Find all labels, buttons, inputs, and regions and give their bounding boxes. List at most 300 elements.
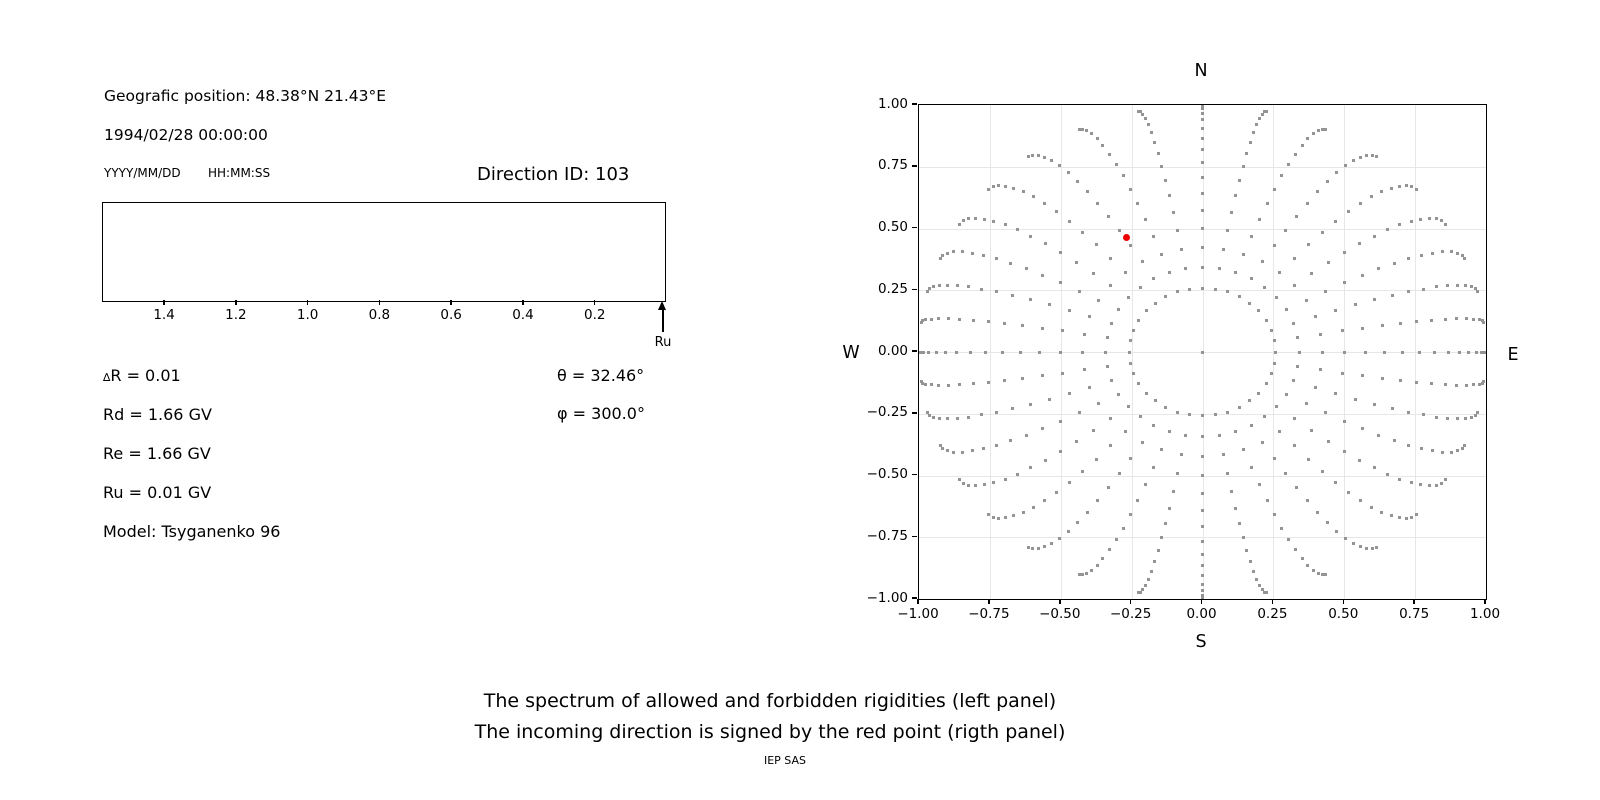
direction-grid-dot — [1407, 411, 1410, 414]
direction-grid-dot — [967, 217, 970, 220]
direction-grid-dot — [1428, 217, 1431, 220]
direction-grid-dot — [1317, 572, 1320, 575]
direction-grid-dot — [1410, 185, 1413, 188]
direction-grid-dot — [1132, 329, 1135, 332]
direction-grid-dot — [980, 413, 983, 416]
direction-grid-dot — [1041, 274, 1044, 277]
direction-grid-dot — [1326, 180, 1329, 183]
direction-grid-dot — [1137, 382, 1140, 385]
direction-grid-dot — [1398, 223, 1401, 226]
y-tick-mark — [912, 165, 917, 167]
direction-grid-dot — [1180, 453, 1183, 456]
direction-grid-dot — [1059, 420, 1062, 423]
direction-grid-dot — [932, 416, 935, 419]
direction-grid-dot — [1059, 281, 1062, 284]
direction-grid-dot — [1238, 406, 1241, 409]
direction-grid-dot — [1273, 244, 1276, 247]
direction-grid-dot — [1410, 481, 1413, 484]
direction-grid-dot — [1021, 377, 1024, 380]
direction-grid-dot — [1176, 290, 1179, 293]
direction-grid-dot — [1141, 441, 1144, 444]
direction-grid-dot — [992, 516, 995, 519]
direction-grid-dot — [1201, 583, 1204, 586]
direction-grid-dot — [928, 414, 931, 417]
direction-grid-dot — [1086, 511, 1089, 514]
direction-grid-dot — [971, 252, 974, 255]
direction-grid-dot — [1075, 440, 1078, 443]
direction-grid-dot — [1201, 435, 1204, 438]
direction-grid-dot — [1058, 164, 1061, 167]
direction-grid-dot — [1201, 137, 1204, 140]
direction-grid-dot — [1371, 154, 1374, 157]
direction-grid-dot — [1464, 417, 1467, 420]
direction-grid-dot — [1075, 261, 1078, 264]
direction-grid-dot — [1104, 351, 1107, 354]
direction-grid-dot — [1456, 417, 1459, 420]
direction-grid-dot — [1472, 318, 1475, 321]
direction-grid-dot — [1150, 131, 1153, 134]
direction-grid-dot — [1435, 484, 1438, 487]
y-tick-mark — [912, 289, 917, 291]
direction-grid-dot — [1284, 472, 1287, 475]
direction-grid-dot — [1265, 319, 1268, 322]
direction-grid-dot — [1370, 506, 1373, 509]
direction-grid-dot — [1265, 110, 1268, 113]
y-tick-label: 1.00 — [877, 95, 908, 112]
direction-grid-dot — [1003, 379, 1006, 382]
direction-grid-dot — [1390, 514, 1393, 517]
y-tick-mark — [912, 412, 917, 414]
direction-grid-dot — [939, 257, 942, 260]
direction-grid-dot — [1092, 272, 1095, 275]
direction-grid-dot — [1250, 466, 1253, 469]
direction-grid-dot — [1399, 322, 1402, 325]
direction-grid-dot — [1321, 231, 1324, 234]
direction-grid-dot — [1147, 123, 1150, 126]
direction-grid-dot — [1003, 322, 1006, 325]
direction-grid-dot — [1068, 481, 1071, 484]
direction-grid-dot — [974, 217, 977, 220]
direction-grid-dot — [1287, 163, 1290, 166]
direction-grid-dot — [1144, 218, 1147, 221]
y-tick-label: 0.75 — [877, 157, 908, 174]
y-tick-label: 0.25 — [877, 280, 908, 297]
direction-grid-dot — [1201, 455, 1204, 458]
direction-grid-dot — [1043, 499, 1046, 502]
direction-grid-dot — [1168, 271, 1171, 274]
direction-grid-dot — [1280, 174, 1283, 177]
direction-grid-dot — [1307, 458, 1310, 461]
direction-grid-dot — [1430, 382, 1433, 385]
direction-grid-dot — [1230, 490, 1233, 493]
direction-grid-dot — [1201, 209, 1204, 212]
direction-grid-dot — [1067, 171, 1070, 174]
x-tick-mark — [307, 300, 309, 305]
x-tick-mark — [235, 300, 237, 305]
direction-grid-dot — [1129, 339, 1132, 342]
direction-grid-dot — [1226, 411, 1229, 414]
direction-grid-dot — [1081, 573, 1084, 576]
y-tick-label: 0.50 — [877, 219, 908, 235]
direction-grid-dot — [1295, 486, 1298, 489]
direction-grid-dot — [1461, 447, 1464, 450]
direction-grid-dot — [947, 317, 950, 320]
direction-grid-dot — [1029, 235, 1032, 238]
direction-grid-dot — [1129, 362, 1132, 365]
phi-value: φ = 300.0° — [557, 404, 645, 423]
direction-grid-dot — [956, 417, 959, 420]
direction-grid-dot — [1088, 386, 1091, 389]
direction-grid-dot — [1321, 470, 1324, 473]
direction-grid-dot — [1201, 474, 1204, 477]
direction-grid-dot — [955, 351, 958, 354]
direction-grid-dot — [1444, 318, 1447, 321]
direction-grid-dot — [952, 451, 955, 454]
direction-grid-dot — [939, 444, 942, 447]
direction-grid-dot — [1485, 351, 1488, 354]
direction-grid-dot — [1150, 570, 1153, 573]
direction-grid-dot — [1441, 250, 1444, 253]
direction-grid-dot — [1470, 416, 1473, 419]
direction-grid-dot — [1474, 414, 1477, 417]
direction-grid-dot — [1145, 392, 1148, 395]
ru-value: Ru = 0.01 GV — [103, 483, 212, 502]
direction-grid-dot — [1324, 573, 1327, 576]
direction-grid-dot — [1222, 248, 1225, 251]
direction-grid-dot — [1258, 218, 1261, 221]
direction-grid-dot — [1265, 591, 1268, 594]
direction-grid-dot — [987, 320, 990, 323]
direction-grid-dot — [1292, 379, 1295, 382]
direction-grid-dot — [971, 449, 974, 452]
direction-grid-dot — [1117, 308, 1120, 311]
direction-grid-dot — [1301, 557, 1304, 560]
direction-grid-dot — [1022, 190, 1025, 193]
direction-grid-dot — [1201, 118, 1204, 121]
direction-grid-dot — [1375, 155, 1378, 158]
direction-grid-dot — [1021, 324, 1024, 327]
direction-grid-dot — [1294, 153, 1297, 156]
direction-grid-dot — [1293, 444, 1296, 447]
direction-grid-dot — [1050, 542, 1053, 545]
direction-grid-dot — [1238, 522, 1241, 525]
direction-grid-dot — [1009, 439, 1012, 442]
y-tick-mark — [912, 227, 917, 229]
direction-grid-dot — [1296, 336, 1299, 339]
x-tick-label: −0.50 — [1039, 606, 1081, 622]
direction-grid-dot — [1398, 478, 1401, 481]
direction-grid-dot — [1410, 220, 1413, 223]
direction-grid-dot — [1096, 564, 1099, 567]
direction-grid-dot — [1440, 219, 1443, 222]
x-tick-label: 0.50 — [1328, 606, 1359, 622]
direction-grid-dot — [1129, 513, 1132, 516]
direction-grid-dot — [1381, 324, 1384, 327]
direction-grid-dot — [1032, 195, 1035, 198]
direction-grid-dot — [1136, 499, 1139, 502]
direction-grid-dot — [1266, 202, 1269, 205]
direction-grid-dot — [982, 447, 985, 450]
direction-grid-dot — [1352, 542, 1355, 545]
y-tick-mark — [912, 103, 917, 105]
direction-grid-dot — [947, 384, 950, 387]
direction-grid-dot — [1122, 527, 1125, 530]
direction-grid-dot — [1317, 129, 1320, 132]
direction-grid-dot — [1435, 285, 1438, 288]
direction-grid-dot — [1261, 260, 1264, 263]
direction-grid-dot — [1433, 351, 1436, 354]
x-tick-label: 1.00 — [1469, 606, 1501, 622]
direction-grid-dot — [1482, 321, 1485, 324]
direction-grid-dot — [1250, 424, 1253, 427]
direction-grid-dot — [1334, 392, 1337, 395]
y-tick-mark — [912, 350, 917, 352]
direction-grid-dot — [1128, 351, 1131, 354]
direction-grid-dot — [967, 416, 970, 419]
direction-grid-dot — [1201, 192, 1204, 195]
direction-grid-dot — [1043, 545, 1046, 548]
direction-grid-dot — [1292, 322, 1295, 325]
direction-grid-dot — [1463, 257, 1466, 260]
direction-grid-dot — [1164, 406, 1167, 409]
direction-grid-dot — [1188, 288, 1191, 291]
direction-grid-dot — [974, 484, 977, 487]
direction-grid-dot — [1314, 315, 1317, 318]
direction-grid-dot — [1380, 511, 1383, 514]
direction-grid-dot — [1037, 154, 1040, 157]
direction-grid-dot — [1407, 257, 1410, 260]
direction-grid-dot — [1031, 547, 1034, 550]
direction-grid-dot — [1097, 299, 1100, 302]
direction-grid-dot — [944, 351, 947, 354]
direction-grid-dot — [958, 223, 961, 226]
direction-grid-dot — [1446, 284, 1449, 287]
direction-grid-dot — [956, 284, 959, 287]
direction-grid-dot — [1109, 257, 1112, 260]
direction-grid-dot — [1027, 155, 1030, 158]
direction-grid-dot — [992, 220, 995, 223]
direction-grid-dot — [1009, 262, 1012, 265]
direction-grid-dot — [1041, 374, 1044, 377]
x-tick-mark — [1413, 599, 1415, 604]
direction-grid-dot — [995, 290, 998, 293]
direction-grid-dot — [1258, 117, 1261, 120]
direction-grid-dot — [1068, 309, 1071, 312]
direction-grid-dot — [980, 288, 983, 291]
direction-grid-dot — [1278, 430, 1281, 433]
direction-grid-dot — [946, 417, 949, 420]
direction-grid-dot — [1012, 514, 1015, 517]
direction-grid-dot — [1373, 235, 1376, 238]
direction-grid-dot — [1401, 351, 1404, 354]
direction-grid-dot — [1265, 382, 1268, 385]
direction-grid-dot — [937, 317, 940, 320]
direction-grid-dot — [1295, 215, 1298, 218]
direction-grid-dot — [1048, 303, 1051, 306]
direction-grid-dot — [1188, 413, 1191, 416]
direction-grid-dot — [1298, 351, 1301, 354]
delta-symbol: ∆ — [103, 371, 111, 384]
direction-grid-dot — [1137, 319, 1140, 322]
direction-grid-dot — [1201, 351, 1204, 354]
direction-grid-dot — [1383, 351, 1386, 354]
direction-grid-dot — [1201, 540, 1204, 543]
direction-grid-dot — [1285, 393, 1288, 396]
direction-grid-dot — [1455, 317, 1458, 320]
direction-grid-dot — [983, 483, 986, 486]
direction-grid-dot — [1132, 372, 1135, 375]
direction-grid-dot — [1419, 483, 1422, 486]
direction-grid-dot — [1284, 229, 1287, 232]
direction-grid-dot — [1380, 190, 1383, 193]
direction-grid-dot — [1280, 527, 1283, 530]
direction-grid-dot — [1266, 499, 1269, 502]
direction-grid-dot — [1252, 570, 1255, 573]
direction-grid-dot — [1327, 440, 1330, 443]
direction-grid-dot — [1152, 235, 1155, 238]
direction-grid-dot — [1444, 478, 1447, 481]
direction-grid-dot — [1090, 132, 1093, 135]
x-tick-mark — [988, 599, 990, 604]
direction-grid-dot — [1081, 470, 1084, 473]
direction-grid-dot — [1343, 351, 1346, 354]
direction-grid-dot — [984, 351, 987, 354]
direction-grid-dot — [1110, 322, 1113, 325]
x-tick-label: 0.6 — [440, 307, 462, 323]
direction-grid-dot — [1141, 260, 1144, 263]
direction-grid-dot — [1106, 365, 1109, 368]
direction-grid-dot — [1147, 578, 1150, 581]
direction-grid-dot — [958, 383, 961, 386]
direction-grid-dot — [1160, 448, 1163, 451]
y-tick-label: −1.00 — [866, 589, 908, 606]
datetime-text: 1994/02/28 00:00:00 — [104, 126, 268, 144]
direction-grid-dot — [1144, 483, 1147, 486]
direction-grid-dot — [1470, 285, 1473, 288]
direction-grid-dot — [1184, 434, 1187, 437]
direction-grid-dot — [1270, 372, 1273, 375]
y-tick-mark — [912, 474, 917, 476]
direction-grid-dot — [1068, 220, 1071, 223]
direction-grid-dot — [1154, 302, 1157, 305]
direction-grid-dot — [1274, 351, 1277, 354]
direction-grid-dot — [930, 318, 933, 321]
direction-grid-dot — [1109, 417, 1112, 420]
direction-grid-dot — [1164, 295, 1167, 298]
direction-grid-dot — [1273, 457, 1276, 460]
direction-grid-dot — [1022, 511, 1025, 514]
direction-grid-dot — [1294, 548, 1297, 551]
direction-grid-dot — [1255, 123, 1258, 126]
direction-grid-dot — [1139, 286, 1142, 289]
direction-grid-dot — [1164, 522, 1167, 525]
x-tick-mark — [1272, 599, 1274, 604]
direction-grid-dot — [1242, 448, 1245, 451]
y-tick-label: −0.50 — [866, 466, 908, 482]
direction-grid-dot — [1344, 537, 1347, 540]
direction-grid-dot — [1201, 107, 1204, 110]
direction-grid-dot — [1145, 309, 1148, 312]
direction-grid-dot — [1201, 492, 1204, 495]
direction-grid-dot — [1025, 267, 1028, 270]
direction-grid-dot — [1201, 127, 1204, 130]
direction-grid-dot — [1201, 176, 1204, 179]
direction-grid-dot — [987, 381, 990, 384]
x-tick-mark — [1201, 599, 1203, 604]
direction-grid-dot — [1361, 374, 1364, 377]
direction-grid-dot — [958, 478, 961, 481]
direction-grid-dot — [1230, 211, 1233, 214]
gridline-horizontal — [919, 290, 1486, 291]
direction-grid-dot — [987, 188, 990, 191]
direction-grid-dot — [1386, 228, 1389, 231]
direction-grid-dot — [1176, 229, 1179, 232]
direction-grid-dot — [946, 284, 949, 287]
direction-grid-dot — [924, 383, 927, 386]
direction-grid-dot — [1248, 399, 1251, 402]
direction-grid-dot — [1472, 383, 1475, 386]
direction-grid-dot — [1226, 472, 1229, 475]
direction-grid-dot — [1352, 159, 1355, 162]
direction-grid-dot — [1358, 459, 1361, 462]
direction-grid-dot — [1257, 392, 1260, 395]
direction-grid-dot — [1275, 405, 1278, 408]
direction-grid-dot — [922, 351, 925, 354]
direction-grid-dot — [1122, 174, 1125, 177]
direction-grid-dot — [1270, 329, 1273, 332]
direction-grid-dot — [1137, 110, 1140, 113]
direction-grid-dot — [1226, 229, 1229, 232]
direction-grid-dot — [1016, 473, 1019, 476]
direction-grid-dot — [1391, 294, 1394, 297]
direction-grid-dot — [1393, 439, 1396, 442]
direction-grid-dot — [1444, 383, 1447, 386]
direction-grid-dot — [1201, 161, 1204, 164]
direction-grid-dot — [1076, 521, 1079, 524]
direction-grid-dot — [1343, 420, 1346, 423]
direction-grid-dot — [1058, 537, 1061, 540]
direction-grid-dot — [1083, 333, 1086, 336]
direction-grid-dot — [1043, 156, 1046, 159]
direction-grid-dot — [1375, 546, 1378, 549]
direction-grid-dot — [1096, 202, 1099, 205]
direction-grid-dot — [938, 417, 941, 420]
direction-grid-dot — [1029, 403, 1032, 406]
direction-grid-dot — [1245, 549, 1248, 552]
caption-line-2: The incoming direction is signed by the red point (rigth panel) — [474, 721, 1066, 743]
direction-id-text: Direction ID: 103 — [477, 164, 630, 185]
direction-grid-dot — [1415, 188, 1418, 191]
direction-grid-dot — [1004, 223, 1007, 226]
direction-grid-dot — [941, 447, 944, 450]
direction-grid-dot — [1090, 569, 1093, 572]
direction-grid-dot — [1354, 303, 1357, 306]
direction-grid-dot — [1407, 290, 1410, 293]
direction-grid-dot — [1234, 430, 1237, 433]
direction-grid-dot — [1347, 491, 1350, 494]
direction-grid-dot — [962, 219, 965, 222]
direction-grid-dot — [997, 517, 1000, 520]
direction-grid-dot — [1129, 244, 1132, 247]
direction-grid-dot — [1201, 104, 1204, 107]
direction-grid-dot — [1398, 516, 1401, 519]
direction-grid-dot — [1086, 190, 1089, 193]
direction-grid-dot — [1110, 379, 1113, 382]
direction-grid-dot — [1160, 536, 1163, 539]
direction-grid-dot — [1319, 333, 1322, 336]
direction-grid-dot — [946, 252, 949, 255]
direction-grid-dot — [1081, 128, 1084, 131]
